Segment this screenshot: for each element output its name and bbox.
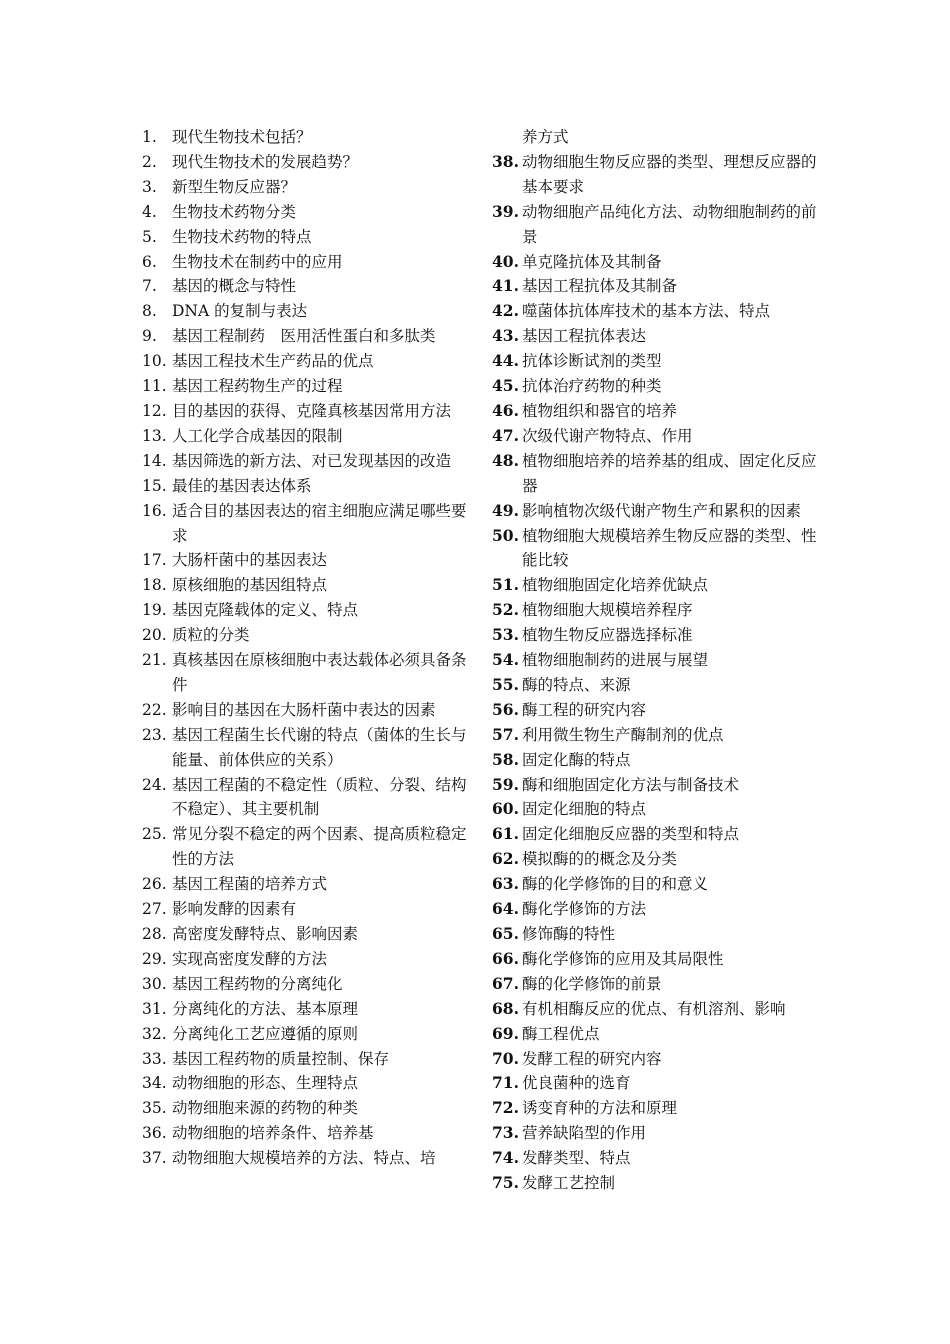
list-item: [492, 399, 827, 424]
item-number: 25.: [142, 825, 167, 844]
item-number: 43.: [492, 326, 519, 346]
item-text: 适合目的基因表达的宿主细胞应满足哪些要求: [172, 501, 467, 545]
item-number: 47.: [492, 425, 519, 445]
item-text: 影响发酵的因素有: [172, 900, 297, 919]
item-number: 26.: [142, 875, 167, 894]
item-text: 真核基因在原核细胞中表达载体必须具备条件: [172, 651, 467, 694]
item-number: 74.: [492, 1148, 519, 1168]
list-item: [142, 548, 467, 573]
item-text: 酶的化学修饰的目的和意义: [522, 875, 709, 894]
list-item: [492, 947, 827, 972]
item-text: 生物技术在制药中的应用: [172, 252, 343, 271]
list-item: [492, 1121, 827, 1146]
item-number: 15.: [142, 476, 167, 495]
item-text: 质粒的分类: [172, 626, 250, 645]
item-text: 最佳的基因表达体系: [172, 476, 312, 495]
list-item: [492, 1047, 827, 1072]
list-item: [492, 1096, 827, 1121]
item-text: 基因的概念与特性: [172, 277, 297, 296]
list-item: [492, 897, 827, 922]
item-number: 7.: [142, 277, 157, 296]
item-number: 63.: [492, 874, 519, 894]
list-item: [142, 225, 467, 250]
item-number: 66.: [492, 948, 519, 968]
item-text: 生物技术药物分类: [172, 202, 297, 221]
item-text: 基因工程制药 医用活性蛋白和多肽类: [172, 327, 436, 346]
item-text: 噬菌体抗体库技术的基本方法、特点: [522, 302, 771, 321]
list-item: [142, 424, 467, 449]
list-item: [142, 175, 467, 200]
item-number: 75.: [492, 1173, 519, 1193]
item-text: 高密度发酵特点、影响因素: [172, 925, 359, 943]
item-text: 影响目的基因在大肠杆菌中表达的因素: [172, 700, 436, 719]
item-text: 植物组织和器官的培养: [522, 401, 678, 420]
item-text: 诱变育种的方法和原理: [522, 1099, 678, 1118]
item-text: 酶工程优点: [522, 1024, 600, 1043]
list-item: [142, 499, 467, 549]
list-item: [492, 748, 827, 773]
list-item: [142, 773, 467, 823]
item-text: 生物技术药物的特点: [172, 227, 312, 246]
left-column: [142, 125, 467, 1171]
list-item: [142, 1146, 467, 1171]
list-item: [142, 598, 467, 623]
list-item: [142, 474, 467, 499]
item-text: 基因工程抗体及其制备: [522, 277, 678, 296]
list-item: [492, 972, 827, 997]
item-number: 37.: [142, 1149, 167, 1168]
right-column: [492, 125, 827, 1196]
list-item: [142, 250, 467, 275]
list-item: [492, 822, 827, 847]
item-number: 48.: [492, 450, 519, 470]
item-number: 54.: [492, 650, 519, 670]
item-text: 动物细胞的培养条件、培养基: [172, 1124, 374, 1143]
item-text: 基因工程抗体表达: [522, 327, 647, 346]
list-item: [492, 723, 827, 748]
item-text: 发酵类型、特点: [522, 1149, 631, 1168]
item-number: 4.: [142, 202, 157, 221]
item-number: 33.: [142, 1049, 167, 1068]
item-number: 16.: [142, 501, 167, 520]
item-text: 植物生物反应器选择标准: [522, 626, 693, 645]
list-item: [492, 698, 827, 723]
item-number: 44.: [492, 351, 519, 371]
item-number: 19.: [142, 601, 167, 620]
item-number: 53.: [492, 625, 519, 645]
item-number: 60.: [492, 799, 519, 819]
list-item: [142, 1096, 467, 1121]
item-number: 5.: [142, 227, 157, 246]
item-number: 11.: [142, 377, 167, 396]
item-number: 62.: [492, 849, 519, 869]
list-item: [492, 449, 827, 499]
item-text: 分离纯化工艺应遵循的原则: [172, 1024, 359, 1043]
list-item: [492, 524, 827, 574]
item-number: 55.: [492, 674, 519, 694]
item-text: 常见分裂不稳定的两个因素、提高质粒稳定性的方法: [172, 825, 467, 869]
list-item: [142, 1022, 467, 1047]
item-text: 基因克隆载体的定义、特点: [172, 601, 359, 620]
item-number: 57.: [492, 724, 519, 744]
list-item: [492, 648, 827, 673]
item-text: 动物细胞大规模培养的方法、特点、培: [172, 1149, 436, 1168]
list-item: [142, 698, 467, 723]
item-text: 现代生物技术包括？: [172, 128, 312, 146]
item-text: 植物细胞培养的培养基的组成、固定化反应器: [522, 451, 817, 495]
item-text: 现代生物技术的发展趋势？: [172, 152, 359, 171]
list-item: [492, 324, 827, 349]
item-text: 酶工程的研究内容: [522, 700, 647, 719]
item-text: 实现高密度发酵的方法: [172, 949, 328, 968]
item-number: 70.: [492, 1048, 519, 1068]
item-number: 1.: [142, 128, 157, 146]
list-item: [142, 274, 467, 299]
item-number: 52.: [492, 600, 519, 620]
item-number: 46.: [492, 400, 519, 420]
item-number: 69.: [492, 1023, 519, 1043]
item-number: 28.: [142, 925, 167, 943]
item-text: 影响植物次级代谢产物生产和累积的因素: [522, 501, 802, 520]
item-number: 18.: [142, 576, 167, 595]
continuation-text: 养方式: [522, 128, 569, 146]
item-text: 利用微生物生产酶制剂的优点: [522, 725, 724, 744]
list-item: [492, 773, 827, 798]
item-number: 49.: [492, 500, 519, 520]
item-text: 基因工程菌的培养方式: [172, 875, 328, 894]
list-item: [492, 274, 827, 299]
item-text: 基因工程菌生长代谢的特点（菌体的生长与能量、前体供应的关系）: [172, 725, 467, 769]
list-item: [492, 1071, 827, 1096]
item-number: 38.: [492, 151, 519, 171]
list-item: [142, 723, 467, 773]
item-number: 67.: [492, 973, 519, 993]
item-text: 抗体治疗药物的种类: [522, 377, 662, 396]
item-text: 基因工程菌的不稳定性（质粒、分裂、结构不稳定）、其主要机制: [172, 775, 467, 819]
item-text: 修饰酶的特性: [522, 925, 616, 943]
item-text: 基因筛选的新方法、对已发现基因的改造: [172, 451, 452, 470]
item-number: 68.: [492, 998, 519, 1018]
item-text: 目的基因的获得、克隆真核基因常用方法: [172, 401, 452, 420]
item-text: 固定化酶的特点: [522, 750, 631, 769]
item-text: 原核细胞的基因组特点: [172, 576, 328, 595]
item-text: 发酵工艺控制: [522, 1174, 616, 1193]
item-text: 植物细胞大规模培养生物反应器的类型、性能比较: [522, 526, 817, 570]
list-item: [142, 399, 467, 424]
list-item: [492, 1146, 827, 1171]
item-number: 22.: [142, 700, 167, 719]
list-item: [492, 673, 827, 698]
item-text: 次级代谢产物特点、作用: [522, 426, 693, 445]
list-item: [492, 623, 827, 648]
item-number: 72.: [492, 1098, 519, 1118]
list-item: [492, 200, 827, 250]
item-number: 61.: [492, 824, 519, 844]
list-item: [492, 573, 827, 598]
item-number: 65.: [492, 924, 519, 943]
list-item: [142, 872, 467, 897]
item-text: 基因工程药物的分离纯化: [172, 974, 343, 993]
item-number: 8.: [142, 302, 157, 321]
list-item: [492, 847, 827, 872]
item-text: 动物细胞的形态、生理特点: [172, 1074, 359, 1093]
item-text: 营养缺陷型的作用: [522, 1124, 647, 1143]
list-item: [142, 922, 467, 947]
item-number: 32.: [142, 1024, 167, 1043]
item-number: 12.: [142, 401, 167, 420]
list-item: [142, 1047, 467, 1072]
item-text: 固定化细胞的特点: [522, 800, 647, 819]
item-number: 59.: [492, 774, 519, 794]
item-number: 23.: [142, 725, 167, 744]
item-number: 9.: [142, 327, 157, 346]
list-item: [492, 1022, 827, 1047]
list-item: [492, 349, 827, 374]
item-number: 31.: [142, 999, 167, 1018]
list-item: [142, 1071, 467, 1096]
item-text: DNA 的复制与表达: [172, 302, 308, 321]
item-text: 动物细胞生物反应器的类型、理想反应器的基本要求: [522, 152, 817, 196]
item-text: 发酵工程的研究内容: [522, 1049, 662, 1068]
item-text: 植物细胞固定化培养优缺点: [522, 576, 709, 595]
item-text: 酶化学修饰的应用及其局限性: [522, 949, 724, 968]
list-item: [142, 573, 467, 598]
list-item: [142, 150, 467, 175]
list-item: [492, 150, 827, 200]
item-number: 56.: [492, 699, 519, 719]
item-number: 29.: [142, 949, 167, 968]
item-number: 2.: [142, 152, 157, 171]
list-item: [492, 1171, 827, 1196]
item-text: 基因工程药物的质量控制、保存: [172, 1049, 390, 1068]
list-item: [142, 822, 467, 872]
list-item: [142, 200, 467, 225]
list-item: [492, 250, 827, 275]
list-item: [142, 1121, 467, 1146]
item-number: 41.: [492, 276, 519, 296]
list-item: [142, 897, 467, 922]
list-item: [142, 648, 467, 698]
list-item: [142, 997, 467, 1022]
item-text: 酶的化学修饰的前景: [522, 974, 662, 993]
item-text: 固定化细胞反应器的类型和特点: [522, 825, 740, 844]
item-text: 抗体诊断试剂的类型: [522, 352, 662, 371]
item-number: 34.: [142, 1074, 167, 1093]
item-number: 45.: [492, 376, 519, 396]
item-number: 20.: [142, 626, 167, 645]
item-number: 73.: [492, 1123, 519, 1143]
item-number: 10.: [142, 352, 167, 371]
item-text: 新型生物反应器？: [172, 177, 297, 196]
item-number: 27.: [142, 900, 167, 919]
item-number: 14.: [142, 451, 167, 470]
item-text: 单克隆抗体及其制备: [522, 252, 662, 271]
item-text: 模拟酶的的概念及分类: [522, 850, 678, 869]
item-text: 有机相酶反应的优点、有机溶剂、影响: [522, 999, 786, 1018]
item-number: 21.: [142, 651, 167, 670]
list-item: [492, 424, 827, 449]
item-text: 基因工程药物生产的过程: [172, 377, 343, 396]
item-text: 动物细胞来源的药物的种类: [172, 1099, 359, 1118]
list-item: [142, 972, 467, 997]
item-text: 酶的特点、来源: [522, 675, 631, 694]
list-item: [142, 374, 467, 399]
list-item: [492, 872, 827, 897]
list-item: [492, 997, 827, 1022]
list-item: [142, 947, 467, 972]
list-item: [492, 374, 827, 399]
item-number: 64.: [492, 899, 519, 919]
item-number: 42.: [492, 301, 519, 321]
list-item: [492, 598, 827, 623]
item-text: 动物细胞产品纯化方法、动物细胞制药的前景: [522, 202, 817, 246]
item-number: 50.: [492, 525, 519, 545]
item-number: 6.: [142, 252, 157, 271]
item-number: 51.: [492, 575, 519, 595]
list-item: [142, 299, 467, 324]
item-number: 40.: [492, 251, 519, 271]
item-number: 36.: [142, 1124, 167, 1143]
list-item: [142, 623, 467, 648]
item-text: 基因工程技术生产药品的优点: [172, 352, 374, 371]
item-text: 优良菌种的选育: [522, 1074, 631, 1093]
item-number: 13.: [142, 426, 167, 445]
item-text: 分离纯化的方法、基本原理: [172, 999, 359, 1018]
item-text: 植物细胞大规模培养程序: [522, 601, 693, 620]
item-number: 17.: [142, 551, 167, 570]
item-text: 酶化学修饰的方法: [522, 900, 647, 919]
item-number: 30.: [142, 974, 167, 993]
item-number: 24.: [142, 775, 167, 794]
list-item: [142, 349, 467, 374]
item-text: 植物细胞制药的进展与展望: [522, 651, 709, 670]
list-item: [492, 797, 827, 822]
list-item: [142, 449, 467, 474]
item-number: 71.: [492, 1073, 519, 1093]
list-item: [492, 299, 827, 324]
item-number: 3.: [142, 177, 157, 196]
item-text: 人工化学合成基因的限制: [172, 426, 343, 445]
item-text: 酶和细胞固定化方法与制备技术: [522, 775, 740, 794]
item-number: 58.: [492, 749, 519, 769]
item-text: 大肠杆菌中的基因表达: [172, 551, 328, 570]
list-item: [142, 125, 467, 150]
item-number: 39.: [492, 201, 519, 221]
list-item: [142, 324, 467, 349]
list-item: [492, 499, 827, 524]
list-item: [492, 922, 827, 947]
item-number: 35.: [142, 1099, 167, 1118]
